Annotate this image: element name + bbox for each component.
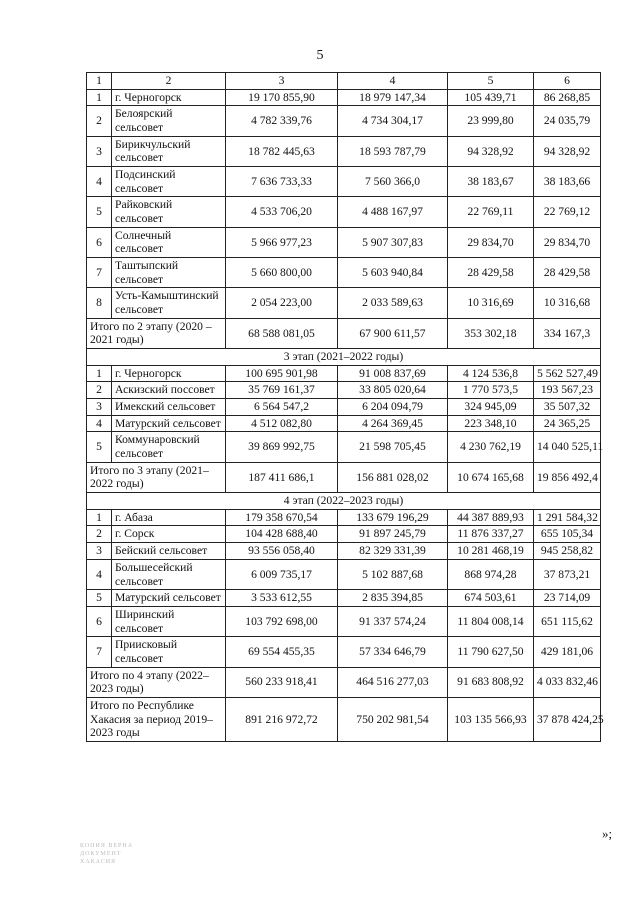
amount-cell: 28 429,58	[448, 258, 534, 288]
amount-cell: 94 328,92	[534, 136, 601, 166]
amount-cell: 4 782 339,76	[226, 106, 338, 136]
amount-cell: 223 348,10	[448, 415, 534, 432]
closing-quote: »;	[602, 826, 613, 841]
municipality-name: Имекский сельсовет	[112, 399, 226, 416]
row-number: 2	[87, 106, 112, 136]
amount-cell: 6 009 735,17	[226, 559, 338, 589]
total-amount-cell: 67 900 611,57	[338, 318, 448, 348]
grand-total-amount-cell: 37 878 424,25	[534, 697, 601, 741]
amount-cell: 179 358 670,54	[226, 509, 338, 526]
row-number: 8	[87, 288, 112, 318]
municipality-name: Подсинский сельсовет	[112, 167, 226, 197]
stage-title: 3 этап (2021–2022 годы)	[87, 349, 601, 366]
table-row	[87, 197, 601, 227]
amount-cell: 5 562 527,49	[534, 365, 601, 382]
header-cell: 3	[226, 73, 338, 90]
table-row	[87, 415, 601, 432]
amount-cell: 91 337 574,24	[338, 606, 448, 636]
amount-cell: 86 268,85	[534, 89, 601, 106]
amount-cell: 23 714,09	[534, 590, 601, 607]
table-row	[87, 227, 601, 257]
municipality-name: Таштыпский сельсовет	[112, 258, 226, 288]
row-number: 5	[87, 197, 112, 227]
municipality-name: Солнечный сельсовет	[112, 227, 226, 257]
amount-cell: 18 593 787,79	[338, 136, 448, 166]
table-row	[87, 606, 601, 636]
amount-cell: 655 105,34	[534, 526, 601, 543]
municipality-name: Большесейский сельсовет	[112, 559, 226, 589]
row-number: 5	[87, 590, 112, 607]
table-row	[87, 382, 601, 399]
amount-cell: 103 792 698,00	[226, 606, 338, 636]
amount-cell: 22 769,11	[448, 197, 534, 227]
table-row	[87, 89, 601, 106]
grand-total-row	[87, 697, 601, 741]
amount-cell: 94 328,92	[448, 136, 534, 166]
amount-cell: 674 503,61	[448, 590, 534, 607]
stamp-line: ХАКАСИЯ	[80, 859, 117, 865]
row-number: 6	[87, 606, 112, 636]
header-cell: 6	[534, 73, 601, 90]
amount-cell: 4 230 762,19	[448, 432, 534, 462]
amount-cell: 11 790 627,50	[448, 637, 534, 667]
amount-cell: 651 115,62	[534, 606, 601, 636]
table-row	[87, 136, 601, 166]
amount-cell: 100 695 901,98	[226, 365, 338, 382]
amount-cell: 18 782 445,63	[226, 136, 338, 166]
stage-total-label: Итого по 2 этапу (2020 – 2021 годы)	[87, 318, 226, 348]
amount-cell: 33 805 020,64	[338, 382, 448, 399]
amount-cell: 324 945,09	[448, 399, 534, 416]
amount-cell: 868 974,28	[448, 559, 534, 589]
amount-cell: 29 834,70	[534, 227, 601, 257]
amount-cell: 10 316,69	[448, 288, 534, 318]
header-cell: 4	[338, 73, 448, 90]
amount-cell: 4 734 304,17	[338, 106, 448, 136]
municipality-name: Бейский сельсовет	[112, 543, 226, 560]
amount-cell: 429 181,06	[534, 637, 601, 667]
amount-cell: 6 204 094,79	[338, 399, 448, 416]
amount-cell: 5 603 940,84	[338, 258, 448, 288]
funding-table	[86, 72, 604, 742]
amount-cell: 4 264 369,45	[338, 415, 448, 432]
amount-cell: 24 035,79	[534, 106, 601, 136]
amount-cell: 7 636 733,33	[226, 167, 338, 197]
table-row	[87, 637, 601, 667]
header-cell: 5	[448, 73, 534, 90]
municipality-name: Коммунаровский сельсовет	[112, 432, 226, 462]
amount-cell: 2 054 223,00	[226, 288, 338, 318]
total-amount-cell: 156 881 028,02	[338, 462, 448, 492]
amount-cell: 4 533 706,20	[226, 197, 338, 227]
total-amount-cell: 334 167,3	[534, 318, 601, 348]
stage-title-row	[87, 349, 601, 366]
municipality-name: Бирикчульский сельсовет	[112, 136, 226, 166]
row-number: 4	[87, 167, 112, 197]
municipality-name: г. Черногорск	[112, 89, 226, 106]
amount-cell: 69 554 455,35	[226, 637, 338, 667]
row-number: 7	[87, 258, 112, 288]
amount-cell: 10 281 468,19	[448, 543, 534, 560]
stage-total-row	[87, 667, 601, 697]
amount-cell: 38 183,66	[534, 167, 601, 197]
amount-cell: 37 873,21	[534, 559, 601, 589]
row-number: 1	[87, 509, 112, 526]
row-number: 5	[87, 432, 112, 462]
stage-total-label: Итого по 3 этапу (2021– 2022 годы)	[87, 462, 226, 492]
amount-cell: 1 770 573,5	[448, 382, 534, 399]
total-amount-cell: 68 588 081,05	[226, 318, 338, 348]
amount-cell: 29 834,70	[448, 227, 534, 257]
table-row	[87, 526, 601, 543]
stage-title: 4 этап (2022–2023 годы)	[87, 493, 601, 510]
table-row	[87, 167, 601, 197]
amount-cell: 104 428 688,40	[226, 526, 338, 543]
stage-total-row	[87, 462, 601, 492]
amount-cell: 44 387 889,93	[448, 509, 534, 526]
amount-cell: 105 439,71	[448, 89, 534, 106]
grand-total-amount-cell: 103 135 566,93	[448, 697, 534, 741]
stamp-line: КОПИЯ ВЕРНА	[80, 843, 134, 849]
row-number: 3	[87, 399, 112, 416]
amount-cell: 4 488 167,97	[338, 197, 448, 227]
municipality-name: Приисковый сельсовет	[112, 637, 226, 667]
amount-cell: 11 804 008,14	[448, 606, 534, 636]
row-number: 7	[87, 637, 112, 667]
amount-cell: 91 008 837,69	[338, 365, 448, 382]
municipality-name: Аскизский поссовет	[112, 382, 226, 399]
table-row	[87, 559, 601, 589]
table-row	[87, 258, 601, 288]
total-amount-cell: 4 033 832,46	[534, 667, 601, 697]
row-number: 1	[87, 365, 112, 382]
stage-total-row	[87, 318, 601, 348]
row-number: 6	[87, 227, 112, 257]
amount-cell: 91 897 245,79	[338, 526, 448, 543]
row-number: 2	[87, 526, 112, 543]
amount-cell: 3 533 612,55	[226, 590, 338, 607]
header-cell: 2	[112, 73, 226, 90]
amount-cell: 14 040 525,11	[534, 432, 601, 462]
table-row	[87, 432, 601, 462]
stage-total-label: Итого по 4 этапу (2022–2023 годы)	[87, 667, 226, 697]
municipality-name: Усть-Камыштинский сельсовет	[112, 288, 226, 318]
amount-cell: 133 679 196,29	[338, 509, 448, 526]
page-number: 5	[316, 48, 324, 63]
amount-cell: 2 033 589,63	[338, 288, 448, 318]
amount-cell: 1 291 584,32	[534, 509, 601, 526]
amount-cell: 5 966 977,23	[226, 227, 338, 257]
row-number: 1	[87, 89, 112, 106]
amount-cell: 23 999,80	[448, 106, 534, 136]
total-amount-cell: 353 302,18	[448, 318, 534, 348]
row-number: 3	[87, 136, 112, 166]
amount-cell: 7 560 366,0	[338, 167, 448, 197]
row-number: 2	[87, 382, 112, 399]
municipality-name: Матурский сельсовет	[112, 415, 226, 432]
amount-cell: 18 979 147,34	[338, 89, 448, 106]
amount-cell: 11 876 337,27	[448, 526, 534, 543]
table-row	[87, 509, 601, 526]
row-number: 4	[87, 559, 112, 589]
faded-stamp	[80, 842, 176, 882]
amount-cell: 39 869 992,75	[226, 432, 338, 462]
table-row	[87, 399, 601, 416]
total-amount-cell: 560 233 918,41	[226, 667, 338, 697]
table-row	[87, 365, 601, 382]
municipality-name: Белоярский сельсовет	[112, 106, 226, 136]
municipality-name: г. Сорск	[112, 526, 226, 543]
table-row	[87, 288, 601, 318]
stamp-line: ДОКУМЕНТ	[80, 851, 122, 857]
amount-cell: 93 556 058,40	[226, 543, 338, 560]
amount-cell: 4 124 536,8	[448, 365, 534, 382]
total-amount-cell: 19 856 492,4	[534, 462, 601, 492]
header-row	[87, 73, 601, 90]
amount-cell: 6 564 547,2	[226, 399, 338, 416]
amount-cell: 5 660 800,00	[226, 258, 338, 288]
amount-cell: 82 329 331,39	[338, 543, 448, 560]
amount-cell: 28 429,58	[534, 258, 601, 288]
amount-cell: 5 102 887,68	[338, 559, 448, 589]
amount-cell: 2 835 394,85	[338, 590, 448, 607]
amount-cell: 21 598 705,45	[338, 432, 448, 462]
amount-cell: 22 769,12	[534, 197, 601, 227]
grand-total-amount-cell: 891 216 972,72	[226, 697, 338, 741]
table-row	[87, 543, 601, 560]
table-row	[87, 590, 601, 607]
header-cell: 1	[87, 73, 112, 90]
total-amount-cell: 464 516 277,03	[338, 667, 448, 697]
amount-cell: 193 567,23	[534, 382, 601, 399]
amount-cell: 57 334 646,79	[338, 637, 448, 667]
stage-title-row	[87, 493, 601, 510]
municipality-name: Ширинский сельсовет	[112, 606, 226, 636]
amount-cell: 945 258,82	[534, 543, 601, 560]
amount-cell: 35 507,32	[534, 399, 601, 416]
amount-cell: 4 512 082,80	[226, 415, 338, 432]
municipality-name: г. Черногорск	[112, 365, 226, 382]
total-amount-cell: 187 411 686,1	[226, 462, 338, 492]
amount-cell: 35 769 161,37	[226, 382, 338, 399]
grand-total-amount-cell: 750 202 981,54	[338, 697, 448, 741]
total-amount-cell: 91 683 808,92	[448, 667, 534, 697]
amount-cell: 38 183,67	[448, 167, 534, 197]
municipality-name: Матурский сельсовет	[112, 590, 226, 607]
amount-cell: 5 907 307,83	[338, 227, 448, 257]
amount-cell: 10 316,68	[534, 288, 601, 318]
municipality-name: г. Абаза	[112, 509, 226, 526]
amount-cell: 19 170 855,90	[226, 89, 338, 106]
municipality-name: Райковский сельсовет	[112, 197, 226, 227]
grand-total-label: Итого по Республике Хакасия за период 2019–2023 годы	[87, 697, 226, 741]
row-number: 4	[87, 415, 112, 432]
amount-cell: 24 365,25	[534, 415, 601, 432]
total-amount-cell: 10 674 165,68	[448, 462, 534, 492]
row-number: 3	[87, 543, 112, 560]
table-row	[87, 106, 601, 136]
